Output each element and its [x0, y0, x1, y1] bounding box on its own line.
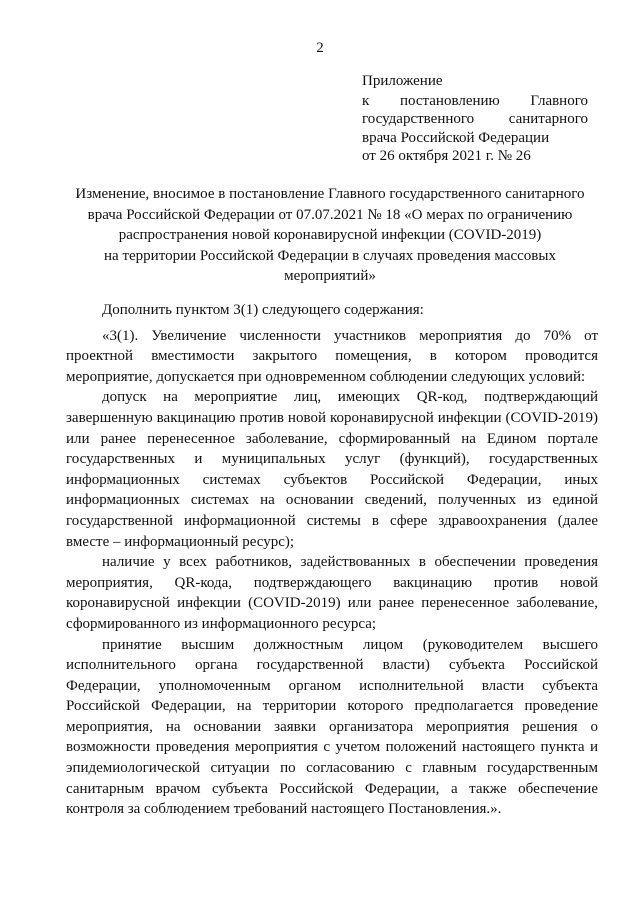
body-paragraph: наличие у всех работников, задействованных в обеспечении проведения мероприятия, QR-кода, подтверждающего вакцинацию против новой коронавирусной инфекции (COVID-2019) или ранее перенесенное заболевание, сформированного из информационного ресурса; — [66, 554, 598, 632]
lead-paragraph: Дополнить пунктом 3(1) следующего содержания: — [102, 302, 424, 318]
heading-line: мероприятий» — [284, 268, 376, 284]
heading-line: врача Российской Федерации от 07.07.2021 № 18 «О мерах по ограничению — [87, 206, 573, 223]
body-paragraph: «3(1). Увеличение численности участников мероприятия до 70% от проектной вместимости закрытого помещения, в котором проводится мероприятие, допускается при одновременном соблюдении следующих условий: — [66, 327, 598, 385]
body-paragraph: принятие высшим должностным лицом (руководителем высшего исполнительного органа государственной власти) субъекта Российской Федерации, уполномоченным органом исполнительной власти субъекта Российской Федерации, на территории которого предполагается проведение мероприятия, на основании заявки организатора мероприятия решения о возможности проведения мероприятия с учетом положений настоящего пункта и эпидемиологической ситуации по согласованию с главным государственным санитарным врачом субъекта Российской Федерации, а также обеспечение контроля за соблюдением требований настоящего Постановления.». — [66, 636, 598, 818]
appendix-reference: к постановлению Главного государственного санитарного врача Российской Федерации — [362, 92, 588, 146]
appendix-title: Приложение — [362, 73, 443, 89]
heading-line: Изменение, вносимое в постановление Главного государственного санитарного — [75, 186, 585, 202]
document-heading — [64, 184, 596, 287]
appendix-block — [362, 72, 588, 166]
heading-line: на территории Российской Федерации в случаях проведения массовых — [104, 247, 556, 264]
appendix-date: от 26 октября 2021 г. № 26 — [362, 148, 531, 164]
page-number: 2 — [316, 40, 324, 56]
document-body — [66, 300, 598, 820]
body-paragraph: допуск на мероприятие лиц, имеющих QR-код, подтверждающий завершенную вакцинацию против новой коронавирусной инфекции (COVID-2019) или ранее перенесенное заболевание, сформированный на Едином портале государственных и муниципальных услуг (функций), государственных информационных системах субъектов Российской Федерации, иных информационных системах на основании сведений, полученных из единой государственной информационной системы в сфере здравоохранения (далее вместе – информационный ресурс); — [66, 389, 598, 550]
heading-line: распространения новой коронавирусной инфекции (COVID-2019) — [118, 227, 542, 243]
